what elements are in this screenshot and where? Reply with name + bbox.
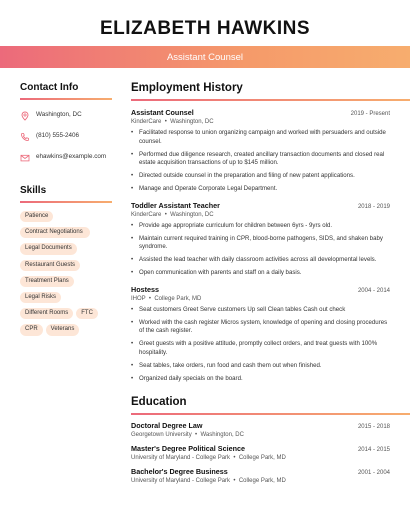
job-location: Washington, DC bbox=[170, 119, 214, 125]
job-company: KinderCare bbox=[131, 211, 162, 218]
school-location: Washington, DC bbox=[200, 431, 244, 438]
job-bullet: • Organized daily specials on the board. bbox=[131, 375, 390, 384]
job-company-line: IHOP • College Park, MD bbox=[131, 295, 202, 302]
job-entry bbox=[131, 108, 390, 194]
skill-tag: Veterans bbox=[46, 324, 80, 335]
degree-title: Doctoral Degree Law bbox=[131, 420, 203, 430]
education-school-line: University of Maryland - College Park • College Park, MD bbox=[131, 454, 286, 461]
job-bullet: • Performed due diligence research, created ancillary transaction documents and closed real estate acquisition transactions of up to $145 million. bbox=[131, 151, 390, 168]
job-bullet: • Assisted the lead teacher with daily classroom activities across all developmental levels. bbox=[131, 256, 390, 265]
school-name: Georgetown University bbox=[131, 431, 192, 438]
job-bullet: • Directed outside counsel in the preparation and filing of new patent applications. bbox=[131, 172, 390, 181]
skill-tag: Contract Negotiations bbox=[20, 227, 90, 238]
skill-tag: CPR bbox=[20, 324, 43, 335]
education-date: 2015 - 2018 bbox=[357, 423, 390, 430]
skill-tag: Patience bbox=[20, 211, 53, 222]
phone-icon bbox=[20, 132, 30, 142]
skills-list bbox=[20, 211, 112, 341]
job-date: 2004 - 2014 bbox=[357, 287, 390, 294]
employment-divider bbox=[131, 99, 410, 101]
education-heading: Education bbox=[131, 395, 187, 408]
job-title: Toddler Assistant Teacher bbox=[131, 200, 220, 210]
contact-divider bbox=[20, 98, 112, 100]
education-school-line: Georgetown University • Washington, DC bbox=[131, 431, 244, 438]
school-name: University of Maryland - College Park bbox=[131, 477, 231, 484]
location-pin-icon bbox=[20, 111, 30, 121]
school-name: University of Maryland - College Park bbox=[131, 454, 231, 461]
job-date: 2018 - 2019 bbox=[357, 203, 390, 210]
job-bullet: • Seat customers Greet Serve customers Up sell Clean tables Cash out check bbox=[131, 306, 390, 315]
job-bullet: • Provide age appropriate curriculum for children between 6yrs - 9yrs old. bbox=[131, 222, 390, 231]
job-bullet: • Worked with the cash register Micros system, knowledge of opening and closing procedures of the cash register. bbox=[131, 319, 390, 336]
contact-email bbox=[20, 153, 112, 163]
skill-tag: Restaurant Guests bbox=[20, 260, 80, 271]
title-banner bbox=[0, 46, 410, 68]
skill-tag: FTC bbox=[76, 308, 98, 319]
job-bullet: • Seat tables, take orders, run food and cash them out when finished. bbox=[131, 362, 390, 371]
job-bullet: • Facilitated response to union organizing campaign and worked with persuaders and outside counsel. bbox=[131, 129, 390, 146]
right-column bbox=[131, 82, 390, 484]
job-company-line: KinderCare • Washington, DC bbox=[131, 211, 214, 218]
job-bullets bbox=[131, 306, 390, 384]
job-date: 2019 - Present bbox=[350, 111, 390, 117]
contact-location bbox=[20, 111, 112, 121]
job-location: Washington, DC bbox=[170, 211, 214, 218]
skill-tag: Treatment Plans bbox=[20, 276, 74, 287]
job-bullets bbox=[131, 222, 390, 278]
job-bullet: • Open communication with parents and staff on a daily basis. bbox=[131, 269, 390, 278]
contact-location-text: Washington, DC bbox=[36, 111, 82, 118]
employment-heading: Employment History bbox=[131, 82, 243, 94]
email-icon bbox=[20, 153, 30, 163]
skills-heading: Skills bbox=[20, 185, 47, 196]
job-entry bbox=[131, 285, 390, 384]
job-title-heading: Assistant Counsel bbox=[166, 51, 244, 63]
job-company: KinderCare bbox=[131, 119, 162, 125]
job-title: Hostess bbox=[131, 284, 159, 294]
education-entry bbox=[131, 467, 390, 484]
job-bullet: • Maintain current required training in CPR, blood-borne pathogens, SIDS, and shaken baby syndrome. bbox=[131, 235, 390, 252]
degree-title: Master's Degree Political Science bbox=[131, 443, 245, 453]
school-location: College Park, MD bbox=[238, 477, 286, 484]
job-bullets bbox=[131, 129, 390, 194]
skill-tag: Different Rooms bbox=[20, 308, 73, 319]
skill-tag: Legal Documents bbox=[20, 243, 77, 254]
skills-divider bbox=[20, 201, 112, 203]
education-date: 2001 - 2004 bbox=[357, 469, 390, 476]
job-location: College Park, MD bbox=[154, 295, 202, 302]
left-column bbox=[20, 82, 112, 341]
education-entry bbox=[131, 444, 390, 461]
job-company: IHOP bbox=[131, 295, 146, 302]
contact-phone bbox=[20, 132, 112, 142]
degree-title: Bachelor's Degree Business bbox=[131, 466, 228, 476]
contact-phone-text: (810) 555-2406 bbox=[36, 132, 80, 139]
contact-email-text: ehawkins@example.com bbox=[36, 153, 107, 160]
job-bullet: • Manage and Operate Corporate Legal Department. bbox=[131, 185, 390, 194]
education-divider bbox=[131, 413, 410, 415]
job-title: Assistant Counsel bbox=[131, 108, 194, 117]
education-date: 2014 - 2015 bbox=[357, 446, 390, 453]
candidate-name: ELIZABETH HAWKINS bbox=[99, 18, 311, 39]
job-company-line: KinderCare • Washington, DC bbox=[131, 119, 214, 125]
education-entry bbox=[131, 421, 390, 438]
job-bullet: • Greet guests with a positive attitude, promptly collect orders, and treat guests with 100% hospitality. bbox=[131, 340, 390, 357]
school-location: College Park, MD bbox=[238, 454, 286, 461]
skill-tag: Legal Risks bbox=[20, 292, 61, 303]
job-entry bbox=[131, 201, 390, 278]
education-school-line: University of Maryland - College Park • College Park, MD bbox=[131, 477, 286, 484]
contact-heading: Contact Info bbox=[20, 82, 79, 93]
